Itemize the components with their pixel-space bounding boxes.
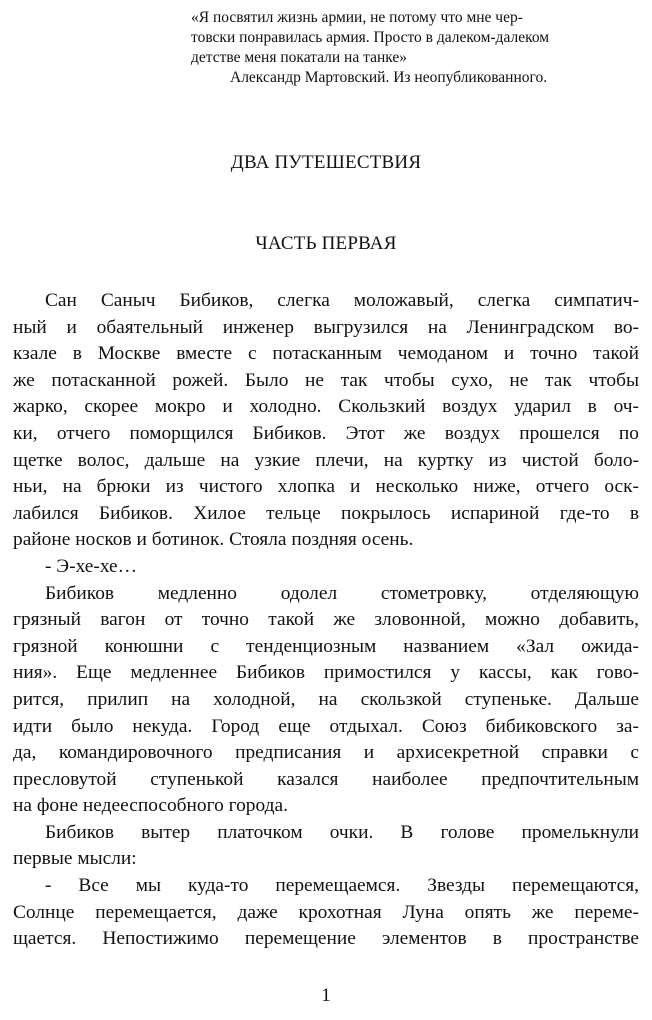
text-line: идти было некуда. Город еще отдыхал. Союз бибиковского за-: [13, 715, 639, 737]
text-line: щается. Непостижимо перемещение элементов в пространстве: [13, 928, 639, 950]
text-line: на фоне недееспособного города.: [13, 795, 288, 817]
text-line: - Все мы куда-то перемещаемся. Звезды перемещаются,: [45, 875, 639, 897]
text-line: Сан Саныч Бибиков, слегка моложавый, слегка симпатич-: [45, 290, 639, 311]
story-title: ДВА ПУТЕШЕСТВИЯ: [230, 152, 422, 173]
text-line: Бибиков медленно одолел стометровку, отделяющую: [45, 582, 639, 604]
epigraph-line: детстве меня покатали на танке»: [191, 49, 408, 66]
text-line: грязной конюшни с тенденциозным названием «Зал ожида-: [13, 635, 639, 657]
page-number: 1: [321, 985, 331, 1006]
epigraph-author: Александр Мартовский. Из неопубликованного.: [230, 69, 548, 86]
text-line: Бибиков вытер платочком очки. В голове промелькнули: [45, 821, 639, 843]
epigraph-line: «Я посвятил жизнь армии, не потому что мне чер-: [191, 9, 523, 26]
text-line: кзале в Москве вместе с потасканным чемоданом и точно такой: [13, 343, 639, 365]
text-line: ния». Еще медленнее Бибиков примостился у кассы, как гово-: [13, 662, 639, 684]
epigraph: [191, 8, 651, 88]
text-line: да, командировочного предписания и архисекретной справки с: [13, 742, 639, 764]
text-line: районе носков и ботинок. Стояла поздняя осень.: [13, 529, 414, 551]
text-line: первые мысли:: [13, 848, 137, 870]
text-line: грязный вагон от точно такой же зловонной, можно добавить,: [13, 609, 639, 631]
body-text: [13, 288, 639, 953]
text-line: Солнце перемещается, даже крохотная Луна опять же переме-: [13, 901, 639, 923]
text-line: ньи, на брюки из чистого хлопка и несколько ниже, отчего оск-: [13, 476, 639, 498]
text-line: жарко, скорее мокро и холодно. Скользкий воздух ударил в оч-: [13, 396, 639, 418]
text-line: же потасканной рожей. Было не так чтобы сухо, не так чтобы: [13, 369, 639, 391]
text-line: ный и обаятельный инженер выгрузился на Ленинградском во-: [13, 316, 639, 338]
part-title: ЧАСТЬ ПЕРВАЯ: [255, 233, 397, 254]
text-line: щетке волос, дальше на узкие плечи, на куртку из чистой боло-: [13, 449, 639, 471]
epigraph-line: товски понравилась армия. Просто в далеком-далеком: [191, 29, 550, 46]
text-line: ки, отчего поморщился Бибиков. Этот же воздух прошелся по: [13, 422, 639, 444]
text-line: лабился Бибиков. Хилое тельце покрылось испариной где-то в: [13, 502, 639, 524]
text-line: пресловутой ступенькой казался наиболее предпочтительным: [13, 768, 639, 790]
text-line: рится, прилип на холодной, на скользкой ступеньке. Дальше: [13, 688, 639, 710]
text-line: - Э-хе-хе…: [45, 555, 138, 577]
